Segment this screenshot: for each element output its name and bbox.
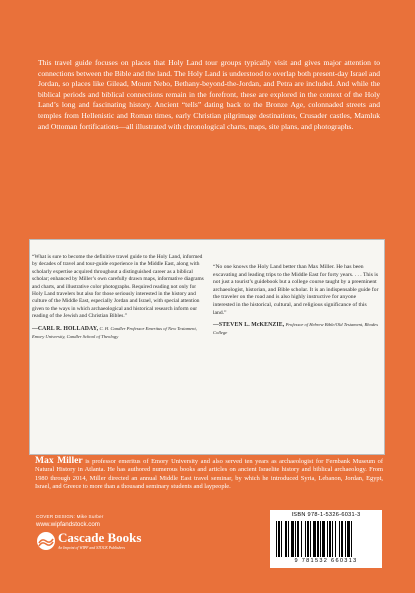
cascade-logo-icon bbox=[36, 531, 56, 551]
author-name: Max Miller bbox=[35, 455, 83, 466]
endorsement-mckenzie bbox=[213, 264, 379, 337]
endorsement-attribution bbox=[32, 325, 205, 341]
publisher-tagline: An Imprint of WIPF and STOCK Publishers bbox=[58, 546, 126, 550]
isbn-barcode bbox=[270, 510, 382, 568]
endorsement-affiliation: Professor of Hebrew Bible/Old Testament, Rhodes College bbox=[213, 322, 379, 336]
endorsement-holladay bbox=[32, 254, 205, 341]
endorsement-author: —CARL R. HOLLADAY, bbox=[32, 325, 99, 332]
publisher-logo bbox=[36, 529, 161, 559]
author-bio-text: is professor emeritus of Emory University and also served ten years as archaeologist for Fernbank Museum of Natural History in Atlanta. He has authored numerous books and articles on ancient Israelite history and biblical archaeology. From 1980 through 2014, Miller directed an annual Middle East travel seminar, by which he introduced Syria, Lebanon, Jordan, Egypt, Israel, and Greece to more than a thousand seminary students and laypeople. bbox=[35, 458, 383, 491]
endorsement-attribution bbox=[213, 321, 379, 337]
isbn-label: ISBN 978-1-5326-6031-3 bbox=[291, 512, 361, 518]
back-cover-description: This travel guide focuses on places that Holy Land tour groups typically visit and gives major attention to connections between the Bible and the land. The Holy Land is understood to overlap both present-day Israel and Jordan, so places like Gilead, Mount Nebo, Bethany-beyond-the-Jordan, and Petra are included. And while the biblical periods and biblical connections remain in the forefront, these are explored in the context of the Holy Land’s long and fascinating history. Ancient “tells” dating back to the Bronze Age, colonnaded streets and temples from Hellenistic and Roman times, early Christian pilgrimage destinations, Crusader castles, Mamluk and Ottoman fortifications—all illustrated with chronological charts, maps, site plans, and photographs. bbox=[38, 58, 380, 131]
barcode-bars bbox=[276, 521, 376, 557]
endorsement-text: “What is sure to become the definitive travel guide to the Holy Land, informed by decades of travel and tour-guide experience in the Middle East, along with scholarly expertise acquired throughout a distinguished career as a biblical scholar; enhanced by Miller’s own carefully drawn maps, informative diagrams and charts, and illustrative color photographs. Required reading not only for Holy Land travelers but also for those seriously interested in the history and culture of the Middle East, especially Jordan and Israel, with special attention given to the ways in which archaeological and historical research inform our reading of the Jewish and Christian Bibles.” bbox=[32, 254, 204, 320]
author-bio bbox=[35, 457, 383, 492]
cover-design-credit: COVER DESIGN: Mike Surber bbox=[36, 514, 104, 519]
endorsement-text: “No one knows the Holy Land better than Max Miller. He has been excavating and leading trips to the Middle East for forty years. . . . This is not just a tourist’s guidebook but a college course taught by a preeminent archaeologist, historian, and Bible scholar. It is an indispensable guide for the traveler on the road and is also highly instructive for anyone interested in the historical, cultural, and religious significance of this land.” bbox=[213, 264, 379, 316]
publisher-name: Cascade Books bbox=[58, 530, 142, 545]
barcode-digits: 9 781532 660313 bbox=[294, 558, 358, 564]
endorsement-author: —STEVEN L. McKENZIE, bbox=[213, 322, 285, 329]
publisher-website: www.wipfandstock.com bbox=[36, 521, 100, 528]
endorsement-affiliation: C. H. Candler Professor Emeritus of New Testament, Emory University, Candler School of Theology bbox=[32, 325, 197, 339]
